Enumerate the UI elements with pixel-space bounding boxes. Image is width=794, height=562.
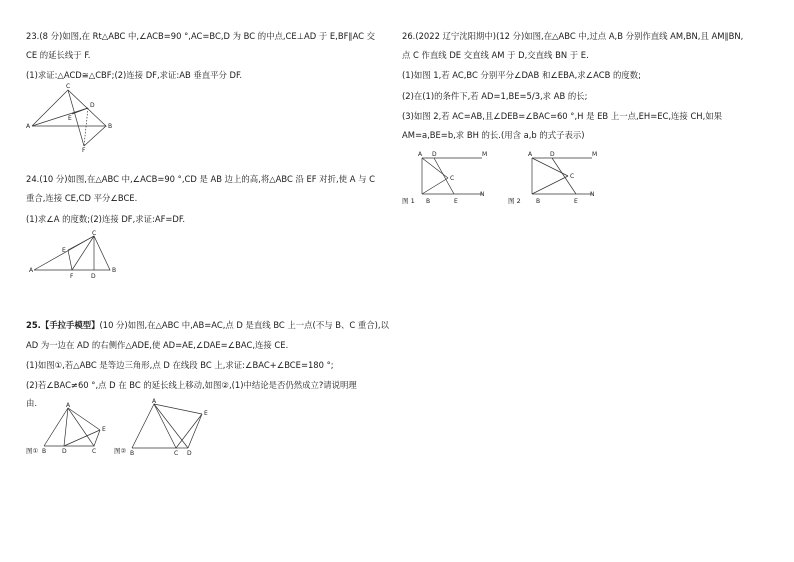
q26-line-2: 点 C 作直线 DE 交直线 AM 于 D,交直线 BN 于 E.: [402, 50, 589, 60]
q23-line-1: 23.(8 分)如图,在 Rt△ABC 中,∠ACB=90 °,AC=BC,D 为 BC 的中点,CE⊥AD 于 E,BF∥AC 交: [26, 31, 376, 41]
label-A: A: [528, 151, 533, 158]
label-B: B: [426, 198, 431, 205]
segment-ae: [68, 408, 100, 430]
label-B: B: [108, 123, 113, 130]
q26-figure-1: [412, 150, 492, 205]
q24-line-2: 重合,连接 CE,CD 平分∠BCE.: [26, 193, 138, 203]
label-A: A: [418, 151, 423, 158]
q23-line-3: (1)求证:△ACD≅△CBF;(2)连接 DF,求证:AB 垂直平分 DF.: [26, 70, 243, 80]
label-C: C: [450, 175, 455, 182]
label-D: D: [432, 151, 437, 158]
label-C: C: [92, 448, 97, 455]
q25-line-5: 由.: [26, 398, 38, 408]
label-F: F: [70, 273, 74, 280]
segment-ad: [154, 404, 188, 448]
segment-ac: [422, 158, 448, 178]
label-D: D: [62, 448, 67, 455]
label-D: D: [187, 450, 192, 457]
q26-fig2-caption: 图 2: [508, 197, 521, 205]
label-E: E: [62, 247, 66, 254]
segment-ec: [68, 236, 94, 250]
q23-figure: [26, 84, 116, 152]
label-A: A: [29, 267, 34, 274]
segment-df: [84, 108, 88, 146]
q25-figure-2: [126, 400, 216, 455]
triangle-abc: [44, 408, 94, 446]
q25-figure-1: [38, 402, 118, 454]
q25-fig2-caption: 图②: [114, 447, 127, 455]
label-C: C: [570, 173, 575, 180]
label-B: B: [130, 450, 135, 457]
q25-line-3: (1)如图①,若△ABC 是等边三角形,点 D 在线段 BC 上,求证:∠BAC+∠BCE=180 °;: [26, 360, 334, 370]
label-M: M: [592, 151, 598, 158]
q24-line-3: (1)求∠A 的度数;(2)连接 DF,求证:AF=DF.: [26, 214, 186, 224]
label-D: D: [550, 151, 555, 158]
label-C: C: [174, 450, 179, 457]
segment-bf: [84, 126, 106, 146]
q25-fig1-caption: 图①: [26, 447, 39, 455]
q26-line-6: AM=a,BE=b,求 BH 的长.(用含 a,b 的式子表示): [402, 130, 585, 140]
q25-line-1-text: (10 分)如图,在△ABC 中,AB=AC,点 D 是直线 BC 上一点(不与 B、C 重合),以: [99, 320, 389, 330]
label-N: N: [480, 191, 485, 198]
label-A: A: [66, 402, 71, 409]
label-E: E: [204, 410, 208, 417]
q25-line-1: [26, 320, 389, 331]
segment-fc: [72, 236, 94, 270]
label-C: C: [92, 230, 97, 237]
segment-de: [188, 414, 202, 448]
q25-tag: 25.【手拉手模型】: [26, 320, 100, 330]
q26-fig1-caption: 图 1: [402, 197, 415, 205]
label-D: D: [90, 102, 95, 109]
label-M: M: [482, 151, 488, 158]
q25-line-2: AD 为一边在 AD 的右侧作△ADE,使 AD=AE,∠DAE=∠BAC,连接 CE.: [26, 340, 289, 350]
q26-line-5: (3)如图 2,若 AC=AB,且∠DEB=∠BAC=60 °,H 是 EB 上一点,EH=EC,连接 CH,如果: [402, 111, 723, 121]
triangle-abc: [34, 236, 110, 270]
triangle-abc: [132, 404, 176, 448]
segment-ed: [72, 108, 88, 114]
label-E: E: [574, 198, 578, 205]
label-A: A: [26, 123, 31, 130]
label-B: B: [42, 448, 47, 455]
label-E: E: [454, 198, 458, 205]
q26-line-3: (1)如图 1,若 AC,BC 分别平分∠DAB 和∠EBA,求∠ACB 的度数;: [402, 70, 641, 80]
segment-ef: [68, 250, 72, 270]
q24-figure: [28, 230, 128, 280]
q25-line-4: (2)若∠BAC≠60 °,点 D 在 BC 的延长线上移动,如图②,(1)中结论是否仍然成立?请说明理: [26, 380, 357, 390]
label-D: D: [91, 273, 96, 280]
segment-ad: [32, 108, 88, 126]
label-B: B: [112, 267, 117, 274]
label-N: N: [590, 191, 595, 198]
q26-line-1: 26.(2022 辽宁沈阳期中)(12 分)如图,在△ABC 中,过点 A,B 分别作直线 AM,BN,且 AM∥BN,: [402, 31, 744, 41]
label-B: B: [536, 198, 541, 205]
segment-bc: [532, 176, 568, 194]
q23-line-2: CE 的延长线于 F.: [26, 50, 91, 60]
q26-line-4: (2)在(1)的条件下,若 AD=1,BE=5/3,求 AB 的长;: [402, 91, 588, 101]
q24-line-1: 24.(10 分)如图,在△ABC 中,∠ACB=90 °,CD 是 AB 边上的高,将△ABC 沿 EF 对折,使 A 与 C: [26, 174, 375, 184]
label-C: C: [66, 83, 71, 90]
q26-figure-2: [522, 150, 602, 205]
label-E: E: [102, 426, 106, 433]
segment-bc: [422, 178, 448, 194]
label-F: F: [82, 147, 86, 154]
label-A: A: [152, 398, 157, 405]
label-E: E: [68, 115, 72, 122]
segment-ce: [176, 414, 202, 448]
segment-ae: [154, 404, 202, 414]
